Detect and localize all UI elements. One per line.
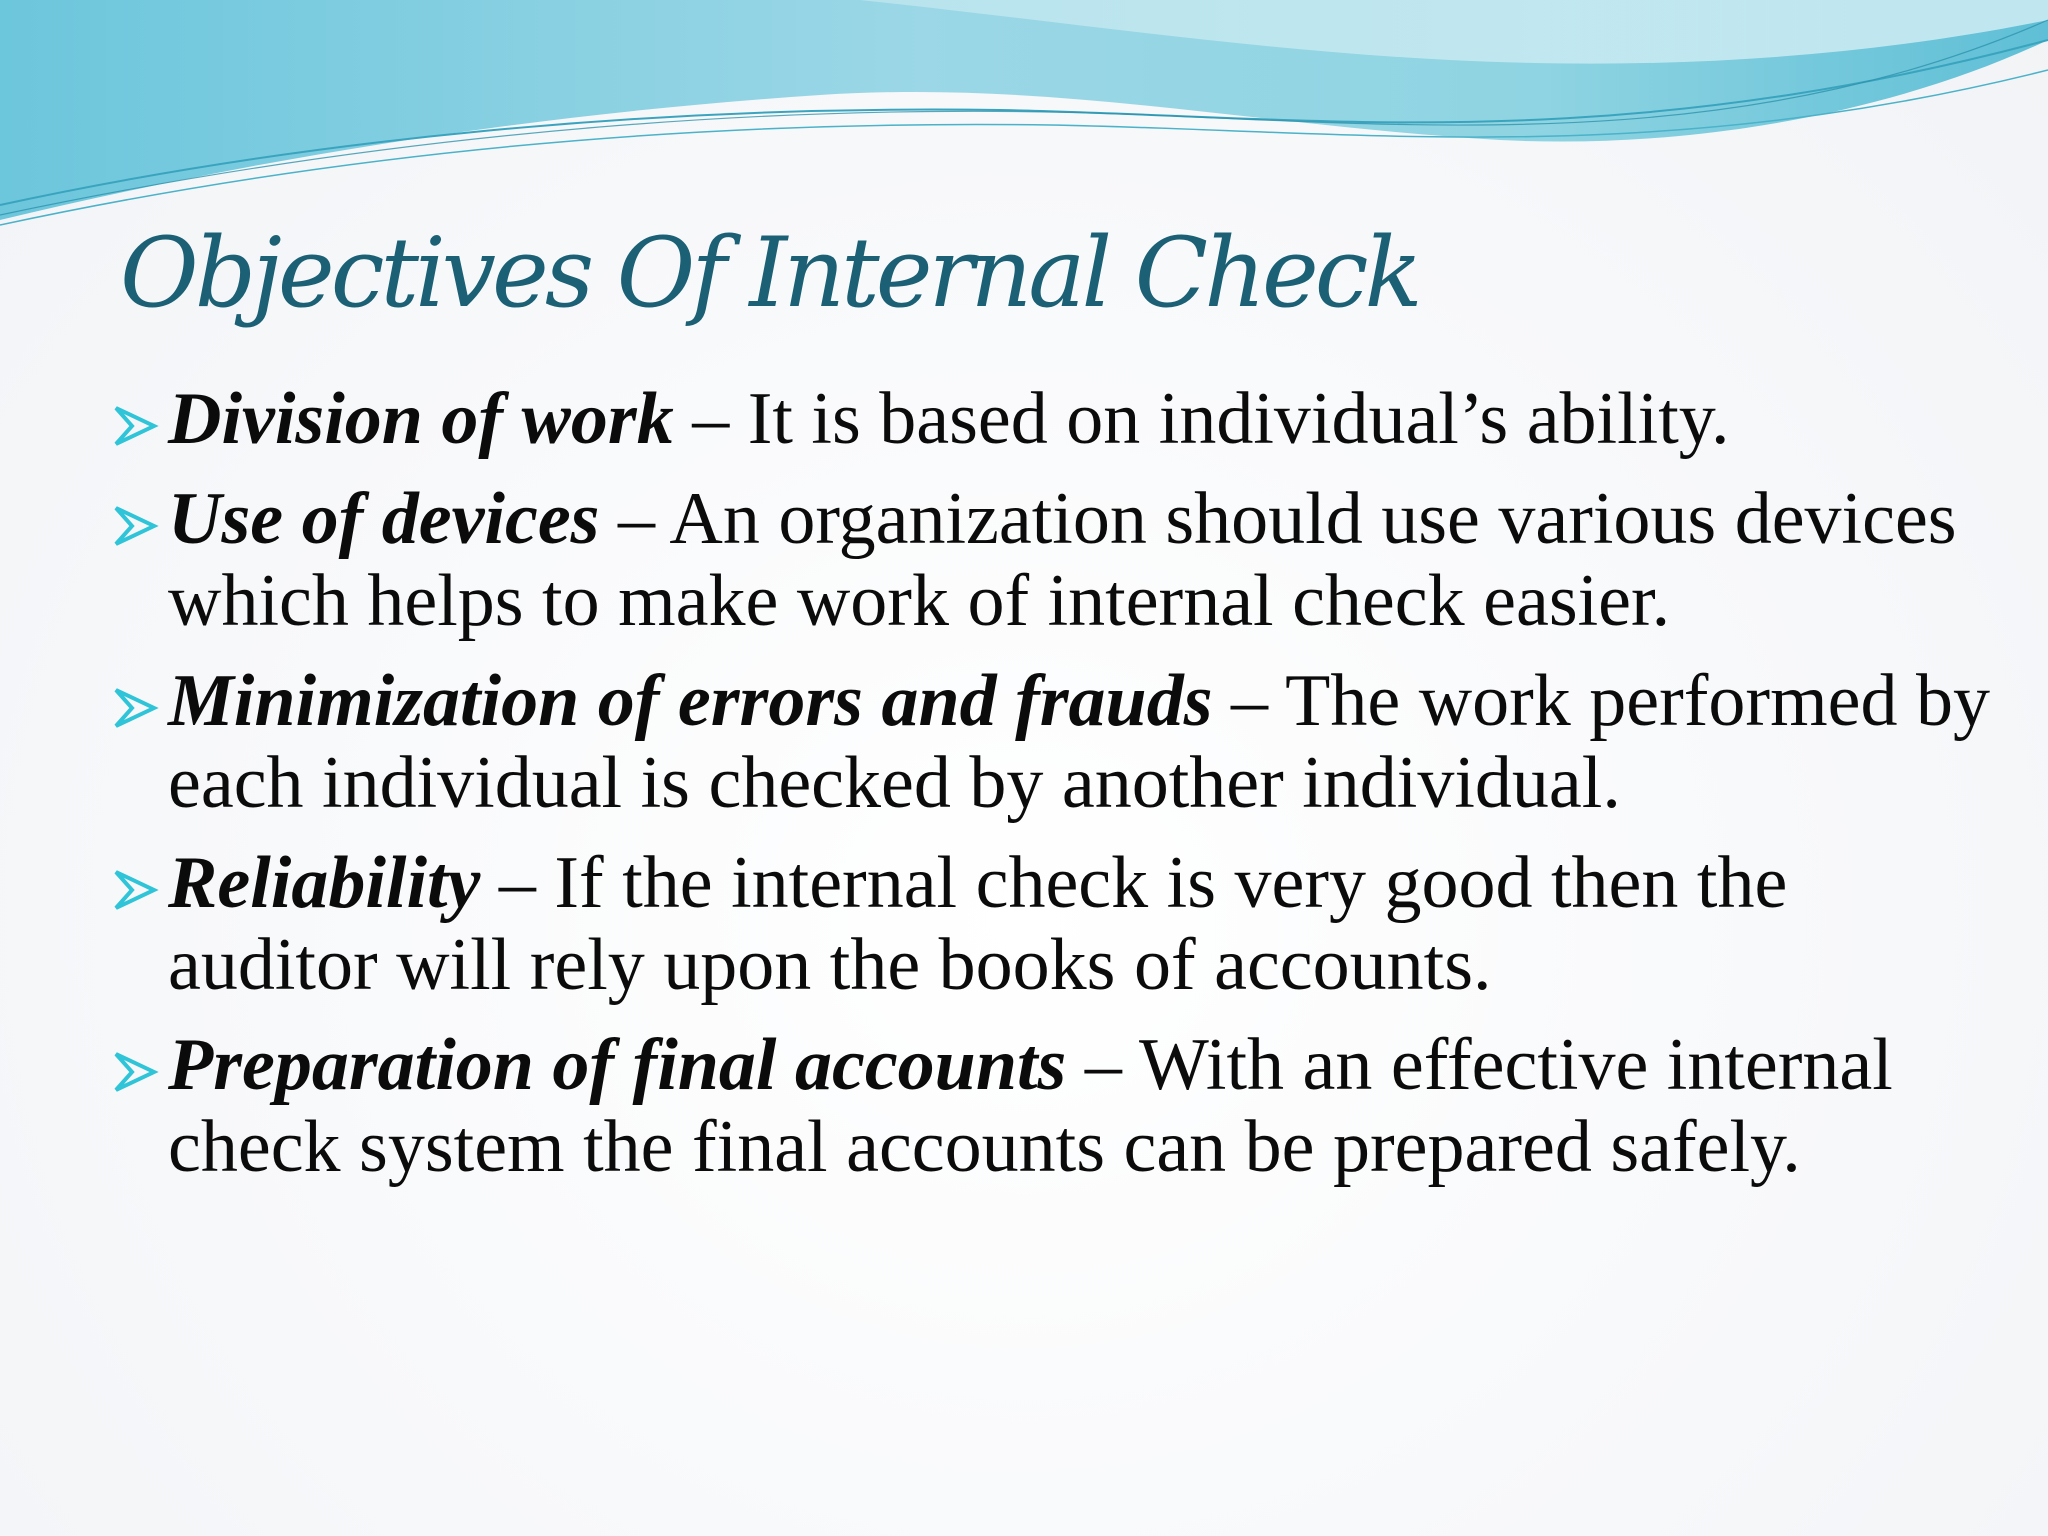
bullet-term: Preparation of final accounts [168,1024,1067,1106]
bullet-text: – If the internal check is very good then the auditor will rely upon the books of accounts. [168,842,1788,1006]
arrow-bullet-icon [112,1050,160,1094]
objectives-list [110,378,1990,1206]
list-item [110,842,1990,1006]
list-item [110,660,1990,824]
bullet-term: Minimization of errors and frauds [168,660,1213,742]
list-item [110,478,1990,642]
bullet-term: Reliability [168,842,481,924]
bullet-text: – It is based on individual’s ability. [673,378,1730,460]
bullet-term: Division of work [168,378,674,460]
arrow-bullet-icon [112,686,160,730]
arrow-bullet-icon [112,404,160,448]
slide-title: Objectives Of Internal Check [120,217,1419,329]
list-item [110,378,1990,460]
bullet-text: – With an effective internal check system the final accounts can be prepared safely. [168,1024,1893,1188]
bullet-text: – An organization should use various devices which helps to make work of internal check easier. [168,478,1957,642]
arrow-bullet-icon [112,504,160,548]
arrow-bullet-icon [112,868,160,912]
bullet-text: – The work performed by each individual is checked by another individual. [168,660,1990,824]
list-item [110,1024,1990,1188]
bullet-term: Use of devices [168,478,600,560]
